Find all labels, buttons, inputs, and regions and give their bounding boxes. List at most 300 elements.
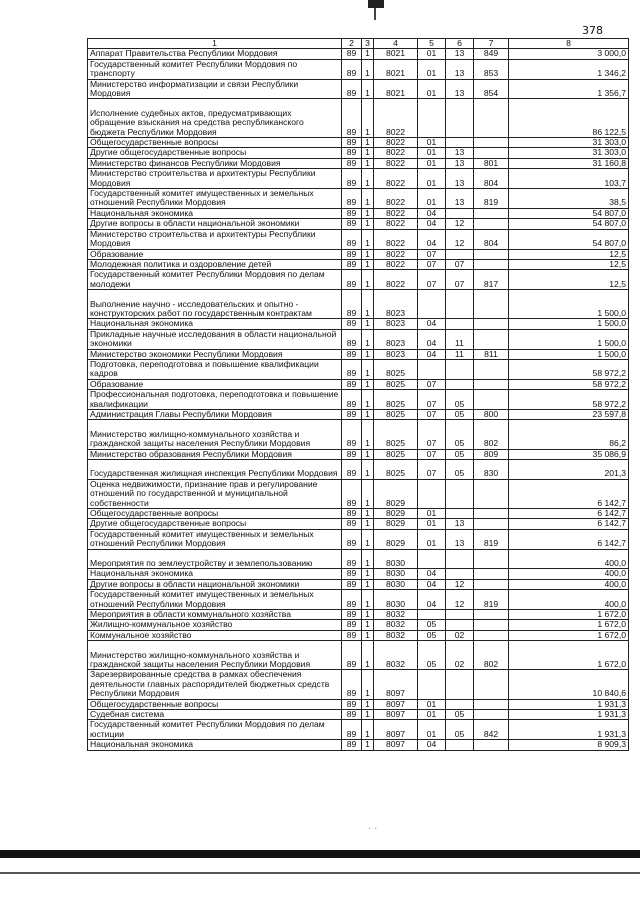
row-code-dept (474, 610, 509, 620)
row-code-sub: 1 (362, 610, 374, 620)
row-code-dept: 842 (474, 720, 509, 740)
row-code-dept (474, 390, 509, 410)
row-code-dept (474, 479, 509, 508)
row-code-sub: 1 (362, 479, 374, 508)
row-code-target: 8025 (374, 459, 418, 479)
row-code-dept (474, 699, 509, 709)
row-code-admin: 89 (342, 148, 362, 158)
table-row (88, 641, 629, 670)
row-amount: 1 500,0 (509, 290, 629, 319)
table-row (88, 99, 629, 138)
bottom-scan-line (0, 872, 640, 874)
row-code-target: 8025 (374, 409, 418, 419)
row-code-sub: 1 (362, 329, 374, 349)
row-code-admin: 89 (342, 459, 362, 479)
row-code-dept: 801 (474, 158, 509, 168)
row-code-section (418, 359, 446, 379)
row-name: Другие общегосударственные вопросы (88, 148, 342, 158)
row-code-dept: 800 (474, 409, 509, 419)
table-row (88, 579, 629, 589)
row-name: Другие общегосударственные вопросы (88, 519, 342, 529)
row-code-section: 04 (418, 349, 446, 359)
row-amount: 103,7 (509, 169, 629, 189)
row-code-sub: 1 (362, 740, 374, 750)
row-code-admin: 89 (342, 519, 362, 529)
row-code-admin: 89 (342, 229, 362, 249)
row-name: Министерство строительства и архитектуры Республики Мордовия (88, 229, 342, 249)
row-code-dept (474, 670, 509, 699)
row-code-admin: 89 (342, 390, 362, 410)
row-name: Национальная экономика (88, 319, 342, 329)
row-code-sub: 1 (362, 420, 374, 449)
row-code-subsection (446, 138, 474, 148)
row-code-section: 07 (418, 379, 446, 389)
row-amount: 201,3 (509, 459, 629, 479)
row-code-subsection (446, 379, 474, 389)
row-code-subsection (446, 290, 474, 319)
row-code-dept (474, 329, 509, 349)
row-code-subsection (446, 508, 474, 518)
row-code-section (418, 99, 446, 138)
row-name: Другие вопросы в области национальной экономики (88, 579, 342, 589)
row-amount: 31 303,0 (509, 148, 629, 158)
row-code-sub: 1 (362, 59, 374, 79)
table-row (88, 259, 629, 269)
row-code-target: 8022 (374, 169, 418, 189)
row-code-sub: 1 (362, 508, 374, 518)
row-code-subsection (446, 319, 474, 329)
row-code-admin: 89 (342, 290, 362, 319)
row-code-section (418, 290, 446, 319)
row-amount: 1 672,0 (509, 641, 629, 670)
row-code-target: 8022 (374, 138, 418, 148)
row-code-section: 01 (418, 49, 446, 59)
row-code-admin: 89 (342, 189, 362, 209)
row-code-subsection (446, 549, 474, 569)
row-name: Государственная жилищная инспекция Республики Мордовия (88, 459, 342, 479)
table-row (88, 740, 629, 750)
row-code-admin: 89 (342, 740, 362, 750)
row-code-admin: 89 (342, 349, 362, 359)
row-code-subsection: 07 (446, 259, 474, 269)
row-amount: 54 807,0 (509, 219, 629, 229)
row-code-subsection: 13 (446, 169, 474, 189)
row-code-subsection: 12 (446, 229, 474, 249)
row-code-section: 04 (418, 319, 446, 329)
row-code-target: 8025 (374, 390, 418, 410)
row-code-target: 8021 (374, 49, 418, 59)
table-row (88, 329, 629, 349)
row-code-dept (474, 579, 509, 589)
row-code-section: 01 (418, 79, 446, 99)
row-code-sub: 1 (362, 670, 374, 699)
row-name: Жилищно-коммунальное хозяйство (88, 620, 342, 630)
row-code-subsection (446, 670, 474, 699)
row-code-subsection: 05 (446, 420, 474, 449)
row-code-admin: 89 (342, 319, 362, 329)
row-code-admin: 89 (342, 329, 362, 349)
row-code-section: 01 (418, 519, 446, 529)
row-code-dept (474, 359, 509, 379)
header-cell: 1 (88, 39, 342, 49)
row-code-section: 01 (418, 148, 446, 158)
row-amount: 400,0 (509, 579, 629, 589)
row-code-target: 8022 (374, 229, 418, 249)
row-code-target: 8025 (374, 359, 418, 379)
row-code-section: 01 (418, 59, 446, 79)
table-row (88, 390, 629, 410)
row-code-admin: 89 (342, 720, 362, 740)
row-amount: 58 972,2 (509, 390, 629, 410)
row-amount: 1 500,0 (509, 319, 629, 329)
row-code-target: 8021 (374, 59, 418, 79)
row-code-section: 04 (418, 229, 446, 249)
row-amount: 31 160,8 (509, 158, 629, 168)
row-code-sub: 1 (362, 79, 374, 99)
row-code-subsection: 13 (446, 189, 474, 209)
row-code-dept: 802 (474, 641, 509, 670)
row-code-subsection: 05 (446, 409, 474, 419)
row-code-section: 07 (418, 420, 446, 449)
row-name: Министерство информатизации и связи Республики Мордовия (88, 79, 342, 99)
row-code-target: 8022 (374, 99, 418, 138)
row-code-subsection (446, 740, 474, 750)
row-code-target: 8023 (374, 319, 418, 329)
row-code-sub: 1 (362, 249, 374, 259)
row-code-section: 04 (418, 579, 446, 589)
row-name: Коммунальное хозяйство (88, 630, 342, 640)
row-code-admin: 89 (342, 710, 362, 720)
row-code-dept (474, 620, 509, 630)
row-name: Выполнение научно - исследовательских и опытно - конструкторских работ по государственным контрактам (88, 290, 342, 319)
row-name: Администрация Главы Республики Мордовия (88, 409, 342, 419)
row-code-admin: 89 (342, 508, 362, 518)
row-amount: 31 303,0 (509, 138, 629, 148)
row-code-sub: 1 (362, 579, 374, 589)
row-name: Общегосударственные вопросы (88, 699, 342, 709)
top-scan-tick (374, 8, 376, 20)
row-name: Государственный комитет Республики Мордовия по делам молодежи (88, 270, 342, 290)
row-code-admin: 89 (342, 249, 362, 259)
row-code-subsection: 13 (446, 519, 474, 529)
table-row (88, 549, 629, 569)
row-code-dept (474, 549, 509, 569)
row-code-section: 04 (418, 329, 446, 349)
header-cell: 4 (374, 39, 418, 49)
row-code-target: 8032 (374, 610, 418, 620)
row-code-admin: 89 (342, 208, 362, 218)
row-code-section: 07 (418, 459, 446, 479)
row-code-dept (474, 379, 509, 389)
row-code-sub: 1 (362, 459, 374, 479)
row-code-admin: 89 (342, 359, 362, 379)
table-row (88, 148, 629, 158)
row-code-dept: 830 (474, 459, 509, 479)
row-code-target: 8029 (374, 519, 418, 529)
header-cell: 3 (362, 39, 374, 49)
row-code-target: 8029 (374, 529, 418, 549)
row-name: Национальная экономика (88, 569, 342, 579)
row-code-section: 05 (418, 641, 446, 670)
row-code-target: 8022 (374, 259, 418, 269)
row-code-sub: 1 (362, 138, 374, 148)
row-code-dept: 849 (474, 49, 509, 59)
row-code-admin: 89 (342, 158, 362, 168)
row-code-admin: 89 (342, 579, 362, 589)
table-row (88, 630, 629, 640)
row-code-sub: 1 (362, 219, 374, 229)
row-name: Судебная система (88, 710, 342, 720)
row-name: Подготовка, переподготовка и повышение квалификации кадров (88, 359, 342, 379)
row-code-admin: 89 (342, 549, 362, 569)
row-code-sub: 1 (362, 208, 374, 218)
row-code-target: 8030 (374, 569, 418, 579)
row-amount: 8 909,3 (509, 740, 629, 750)
row-code-target: 8025 (374, 449, 418, 459)
row-amount: 58 972,2 (509, 359, 629, 379)
row-code-section: 05 (418, 620, 446, 630)
row-code-sub: 1 (362, 49, 374, 59)
table-row (88, 420, 629, 449)
row-name: Прикладные научные исследования в области национальной экономики (88, 329, 342, 349)
header-cell: 7 (474, 39, 509, 49)
row-code-target: 8097 (374, 670, 418, 699)
row-amount: 12,5 (509, 259, 629, 269)
top-scan-mark (368, 0, 384, 8)
row-code-subsection: 12 (446, 219, 474, 229)
row-code-sub: 1 (362, 549, 374, 569)
row-code-subsection: 05 (446, 449, 474, 459)
row-name: Национальная экономика (88, 740, 342, 750)
row-code-section: 01 (418, 138, 446, 148)
row-code-dept (474, 219, 509, 229)
row-code-dept (474, 508, 509, 518)
row-code-dept (474, 519, 509, 529)
row-code-subsection (446, 359, 474, 379)
row-code-subsection: 13 (446, 529, 474, 549)
row-code-target: 8022 (374, 208, 418, 218)
row-amount: 1 672,0 (509, 630, 629, 640)
row-code-admin: 89 (342, 610, 362, 620)
table-row (88, 169, 629, 189)
table-row (88, 208, 629, 218)
row-amount: 400,0 (509, 549, 629, 569)
row-code-admin: 89 (342, 379, 362, 389)
row-code-admin: 89 (342, 49, 362, 59)
row-code-sub: 1 (362, 529, 374, 549)
row-name: Министерство жилищно-коммунального хозяйства и гражданской защиты населения Республики Мордовия (88, 420, 342, 449)
row-code-admin: 89 (342, 479, 362, 508)
table-row (88, 670, 629, 699)
row-code-dept: 804 (474, 229, 509, 249)
row-name: Министерство экономики Республики Мордовия (88, 349, 342, 359)
row-code-target: 8032 (374, 641, 418, 670)
row-code-target: 8029 (374, 479, 418, 508)
row-name: Мероприятия по землеустройству и землепользованию (88, 549, 342, 569)
row-code-section: 01 (418, 508, 446, 518)
row-name: Министерство образования Республики Мордовия (88, 449, 342, 459)
row-code-target: 8030 (374, 549, 418, 569)
row-code-section (418, 549, 446, 569)
row-code-admin: 89 (342, 641, 362, 670)
row-code-sub: 1 (362, 319, 374, 329)
row-code-admin: 89 (342, 630, 362, 640)
row-code-sub: 1 (362, 270, 374, 290)
row-amount: 86 122,5 (509, 99, 629, 138)
row-code-admin: 89 (342, 99, 362, 138)
row-code-dept: 802 (474, 420, 509, 449)
row-amount: 10 840,6 (509, 670, 629, 699)
row-code-dept: 819 (474, 189, 509, 209)
row-code-sub: 1 (362, 148, 374, 158)
row-code-section: 01 (418, 699, 446, 709)
table-row (88, 710, 629, 720)
row-code-subsection: 11 (446, 329, 474, 349)
row-amount: 3 000,0 (509, 49, 629, 59)
row-code-subsection: 12 (446, 590, 474, 610)
row-code-section: 04 (418, 208, 446, 218)
row-code-subsection: 05 (446, 459, 474, 479)
row-code-target: 8022 (374, 249, 418, 259)
row-code-dept: 817 (474, 270, 509, 290)
row-name: Государственный комитет Республики Мордовия по делам юстиции (88, 720, 342, 740)
row-name: Государственный комитет имущественных и земельных отношений Республики Мордовия (88, 590, 342, 610)
row-code-dept: 809 (474, 449, 509, 459)
row-code-dept: 819 (474, 529, 509, 549)
table-row (88, 319, 629, 329)
table-row (88, 610, 629, 620)
row-code-section: 04 (418, 740, 446, 750)
table-row (88, 249, 629, 259)
row-amount: 12,5 (509, 249, 629, 259)
row-code-subsection (446, 249, 474, 259)
row-amount: 1 931,3 (509, 710, 629, 720)
row-code-sub: 1 (362, 349, 374, 359)
table-row (88, 270, 629, 290)
row-code-dept (474, 710, 509, 720)
row-code-target: 8030 (374, 579, 418, 589)
row-code-dept (474, 319, 509, 329)
row-code-dept (474, 138, 509, 148)
row-name: Общегосударственные вопросы (88, 138, 342, 148)
row-code-sub: 1 (362, 641, 374, 670)
row-code-target: 8030 (374, 590, 418, 610)
row-amount: 54 807,0 (509, 208, 629, 218)
row-code-sub: 1 (362, 99, 374, 138)
row-code-admin: 89 (342, 138, 362, 148)
row-code-subsection (446, 569, 474, 579)
table-row (88, 189, 629, 209)
table-row (88, 49, 629, 59)
row-code-subsection: 13 (446, 59, 474, 79)
row-amount: 1 356,7 (509, 79, 629, 99)
row-code-section: 05 (418, 630, 446, 640)
row-code-sub: 1 (362, 409, 374, 419)
row-name: Общегосударственные вопросы (88, 508, 342, 518)
budget-table (87, 38, 629, 751)
row-code-dept (474, 740, 509, 750)
row-code-target: 8021 (374, 79, 418, 99)
table-row (88, 620, 629, 630)
row-code-section: 07 (418, 390, 446, 410)
row-code-admin: 89 (342, 270, 362, 290)
table-row (88, 508, 629, 518)
row-code-section: 04 (418, 219, 446, 229)
row-code-admin: 89 (342, 670, 362, 699)
row-name: Мероприятия в области коммунального хозяйства (88, 610, 342, 620)
row-amount: 6 142,7 (509, 479, 629, 508)
row-code-sub: 1 (362, 519, 374, 529)
table-row (88, 158, 629, 168)
row-code-section: 04 (418, 569, 446, 579)
table-row (88, 720, 629, 740)
header-cell: 5 (418, 39, 446, 49)
row-amount: 1 931,3 (509, 720, 629, 740)
row-code-subsection (446, 479, 474, 508)
row-name: Государственный комитет имущественных и земельных отношений Республики Мордовия (88, 189, 342, 209)
row-amount: 400,0 (509, 569, 629, 579)
row-amount: 38,5 (509, 189, 629, 209)
row-code-sub: 1 (362, 390, 374, 410)
row-code-section: 01 (418, 158, 446, 168)
row-amount: 58 972,2 (509, 379, 629, 389)
row-code-dept: 853 (474, 59, 509, 79)
header-cell: 6 (446, 39, 474, 49)
row-amount: 23 597,8 (509, 409, 629, 419)
row-code-admin: 89 (342, 219, 362, 229)
table-row (88, 379, 629, 389)
table-row (88, 409, 629, 419)
row-name: Зарезервированные средства в рамках обеспечения деятельности главных распорядителей бюджетных средств Республики Мордовия (88, 670, 342, 699)
row-code-admin: 89 (342, 420, 362, 449)
row-code-subsection: 13 (446, 158, 474, 168)
row-amount: 1 672,0 (509, 620, 629, 630)
table-row (88, 349, 629, 359)
row-code-dept (474, 99, 509, 138)
table-row (88, 138, 629, 148)
row-amount: 1 500,0 (509, 329, 629, 349)
row-code-target: 8025 (374, 420, 418, 449)
table-row (88, 359, 629, 379)
row-code-admin: 89 (342, 620, 362, 630)
header-cell: 8 (509, 39, 629, 49)
row-code-section (418, 479, 446, 508)
table-row (88, 229, 629, 249)
row-code-target: 8022 (374, 148, 418, 158)
row-name: Исполнение судебных актов, предусматривающих обращение взыскания на средства республиканского бюджета Республики Мордовия (88, 99, 342, 138)
row-code-subsection (446, 620, 474, 630)
row-code-subsection: 13 (446, 79, 474, 99)
row-code-dept (474, 290, 509, 319)
row-code-sub: 1 (362, 158, 374, 168)
row-name: Образование (88, 249, 342, 259)
row-code-subsection (446, 99, 474, 138)
row-code-section: 01 (418, 529, 446, 549)
row-code-subsection (446, 208, 474, 218)
row-amount: 1 931,3 (509, 699, 629, 709)
row-name: Государственный комитет Республики Мордовия по транспорту (88, 59, 342, 79)
row-code-admin: 89 (342, 59, 362, 79)
row-code-section: 07 (418, 249, 446, 259)
row-code-sub: 1 (362, 359, 374, 379)
row-code-dept (474, 569, 509, 579)
row-code-section: 01 (418, 169, 446, 189)
row-code-dept (474, 630, 509, 640)
row-code-subsection: 07 (446, 270, 474, 290)
row-code-target: 8032 (374, 630, 418, 640)
table-row (88, 459, 629, 479)
row-code-sub: 1 (362, 189, 374, 209)
